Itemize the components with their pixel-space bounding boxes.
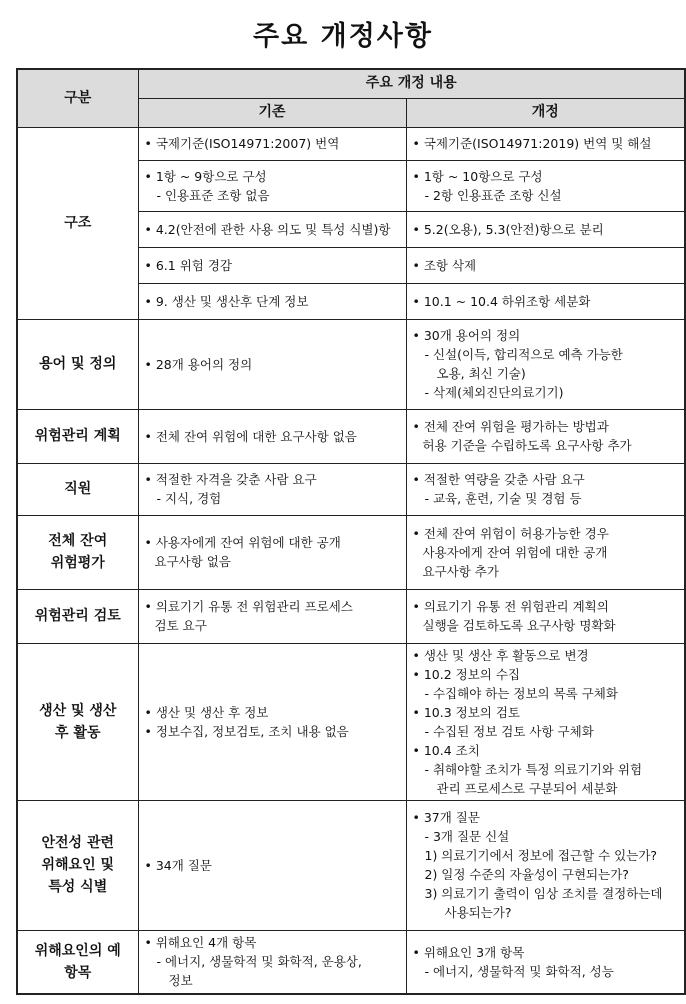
category-hazard: 위해요인의 예 항목 <box>17 930 138 994</box>
staff-old: • 적절한 자격을 갖춘 사람 요구 - 지식, 경험 <box>138 463 406 515</box>
header-category: 구분 <box>17 69 138 127</box>
staff-new: • 적절한 역량을 갖춘 사람 요구 - 교육, 훈련, 기술 및 경험 등 <box>406 463 685 515</box>
structure-old-2: • 1항 ~ 9항으로 구성 - 인용표준 조항 없음 <box>138 160 406 211</box>
header-old: 기존 <box>138 98 406 127</box>
category-staff: 직원 <box>17 463 138 515</box>
structure-old-1: • 국제기준(ISO14971:2007) 번역 <box>138 127 406 160</box>
residual-old: • 사용자에게 잔여 위험에 대한 공개 요구사항 없음 <box>138 515 406 589</box>
production-new: • 생산 및 생산 후 활동으로 변경 • 10.2 정보의 수집 - 수집해야 하는 정보의 목록 구체화 • 10.3 정보의 검토 - 수집된 정보 검토 사항 구체화 • 10.4 조치 - 취해야할 조치가 특정 의료기기와 위험 관리 프로세스로 구분되어 세분화 <box>406 643 685 800</box>
safety-old: • 34개 질문 <box>138 800 406 930</box>
hazard-new: • 위해요인 3개 항목 - 에너지, 생물학적 및 화학적, 성능 <box>406 930 685 994</box>
review-new: • 의료기기 유통 전 위험관리 계획의 실행을 검토하도록 요구사항 명확화 <box>406 589 685 643</box>
category-plan: 위험관리 계획 <box>17 409 138 463</box>
structure-new-3: • 5.2(오용), 5.3(안전)항으로 분리 <box>406 211 685 247</box>
residual-new: • 전체 잔여 위험이 허용가능한 경우 사용자에게 잔여 위험에 대한 공개 요구사항 추가 <box>406 515 685 589</box>
category-terms: 용어 및 정의 <box>17 319 138 409</box>
category-production: 생산 및 생산 후 활동 <box>17 643 138 800</box>
safety-new: • 37개 질문 - 3개 질문 신설 1) 의료기기에서 정보에 접근할 수 있는가? 2) 일정 수준의 자율성이 구현되는가? 3) 의료기기 출력이 임상 조치를 결정하는데 사용되는가? <box>406 800 685 930</box>
structure-old-5: • 9. 생산 및 생산후 단계 정보 <box>138 283 406 319</box>
structure-new-2: • 1항 ~ 10항으로 구성 - 2항 인용표준 조항 신설 <box>406 160 685 211</box>
terms-new: • 30개 용어의 정의 - 신설(이득, 합리적으로 예측 가능한 오용, 최신 기술) - 삭제(체외진단의료기기) <box>406 319 685 409</box>
plan-old: • 전체 잔여 위험에 대한 요구사항 없음 <box>138 409 406 463</box>
category-safety: 안전성 관련 위해요인 및 특성 식별 <box>17 800 138 930</box>
production-old: • 생산 및 생산 후 정보 • 정보수집, 정보검토, 조치 내용 없음 <box>138 643 406 800</box>
structure-new-4: • 조항 삭제 <box>406 247 685 283</box>
structure-old-3: • 4.2(안전에 관한 사용 의도 및 특성 식별)항 <box>138 211 406 247</box>
review-old: • 의료기기 유통 전 위험관리 프로세스 검토 요구 <box>138 589 406 643</box>
revision-table <box>16 68 686 995</box>
header-main: 주요 개정 내용 <box>138 69 685 98</box>
category-residual: 전체 잔여 위험평가 <box>17 515 138 589</box>
hazard-old: • 위해요인 4개 항목 - 에너지, 생물학적 및 화학적, 운용상, 정보 <box>138 930 406 994</box>
structure-new-1: • 국제기준(ISO14971:2019) 번역 및 해설 <box>406 127 685 160</box>
page-title: 주요 개정사항 <box>253 21 433 52</box>
header-new: 개정 <box>406 98 685 127</box>
structure-new-5: • 10.1 ~ 10.4 하위조항 세분화 <box>406 283 685 319</box>
plan-new: • 전체 잔여 위험을 평가하는 방법과 허용 기준을 수립하도록 요구사항 추가 <box>406 409 685 463</box>
terms-old: • 28개 용어의 정의 <box>138 319 406 409</box>
category-review: 위험관리 검토 <box>17 589 138 643</box>
category-structure: 구조 <box>17 127 138 319</box>
structure-old-4: • 6.1 위험 경감 <box>138 247 406 283</box>
